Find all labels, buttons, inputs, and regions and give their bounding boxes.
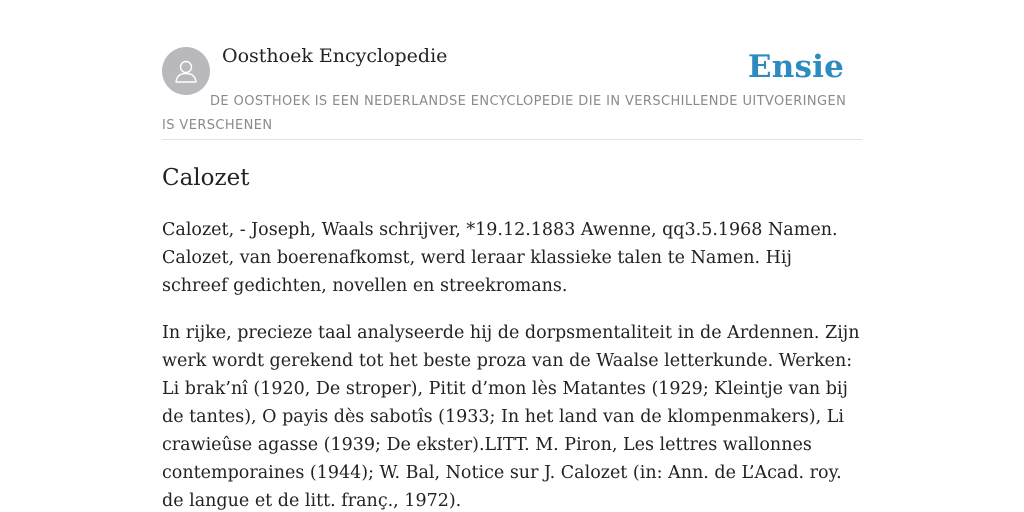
article-title: Calozet [162, 165, 250, 191]
content-container [162, 0, 862, 511]
header [162, 0, 862, 140]
user-icon [171, 56, 201, 86]
article-paragraph: Calozet, - Joseph, Waals schrijver, *19.12.1883 Awenne, qq3.5.1968 Namen. Calozet, van boerenafkomst, werd leraar klassieke talen te Namen. Hij schreef gedichten, novellen en streekromans. [162, 220, 838, 296]
avatar[interactable] [162, 47, 210, 95]
article-body [162, 216, 862, 512]
article-paragraph: In rijke, precieze taal analyseerde hij de dorpsmentaliteit in de Ardennen. Zijn werk wordt gerekend tot het beste proza van de Waalse letterkunde. Werken: Li brak’nî (1920, De stroper), Pitit d’mon lès Matantes (1929; Kleintje van bij de tantes), O payis dès sabotîs (1933; In het land van de klompenmakers), Li crawieûse agasse (1939; De ekster).LITT. M. Piron, Les lettres wallonnes contemporaines (1944); W. Bal, Notice sur J. Calozet (in: Ann. de L’Acad. roy. de langue et de litt. franç., 1972). [162, 323, 860, 511]
brand-logo-link[interactable]: Ensie [747, 49, 844, 85]
tagline: DE OOSTHOEK IS EEN NEDERLANDSE ENCYCLOPEDIE DIE IN VERSCHILLENDE UITVOERINGEN IS VERSCHENEN [162, 94, 847, 133]
site-name-link[interactable]: Oosthoek Encyclopedie [222, 45, 448, 67]
